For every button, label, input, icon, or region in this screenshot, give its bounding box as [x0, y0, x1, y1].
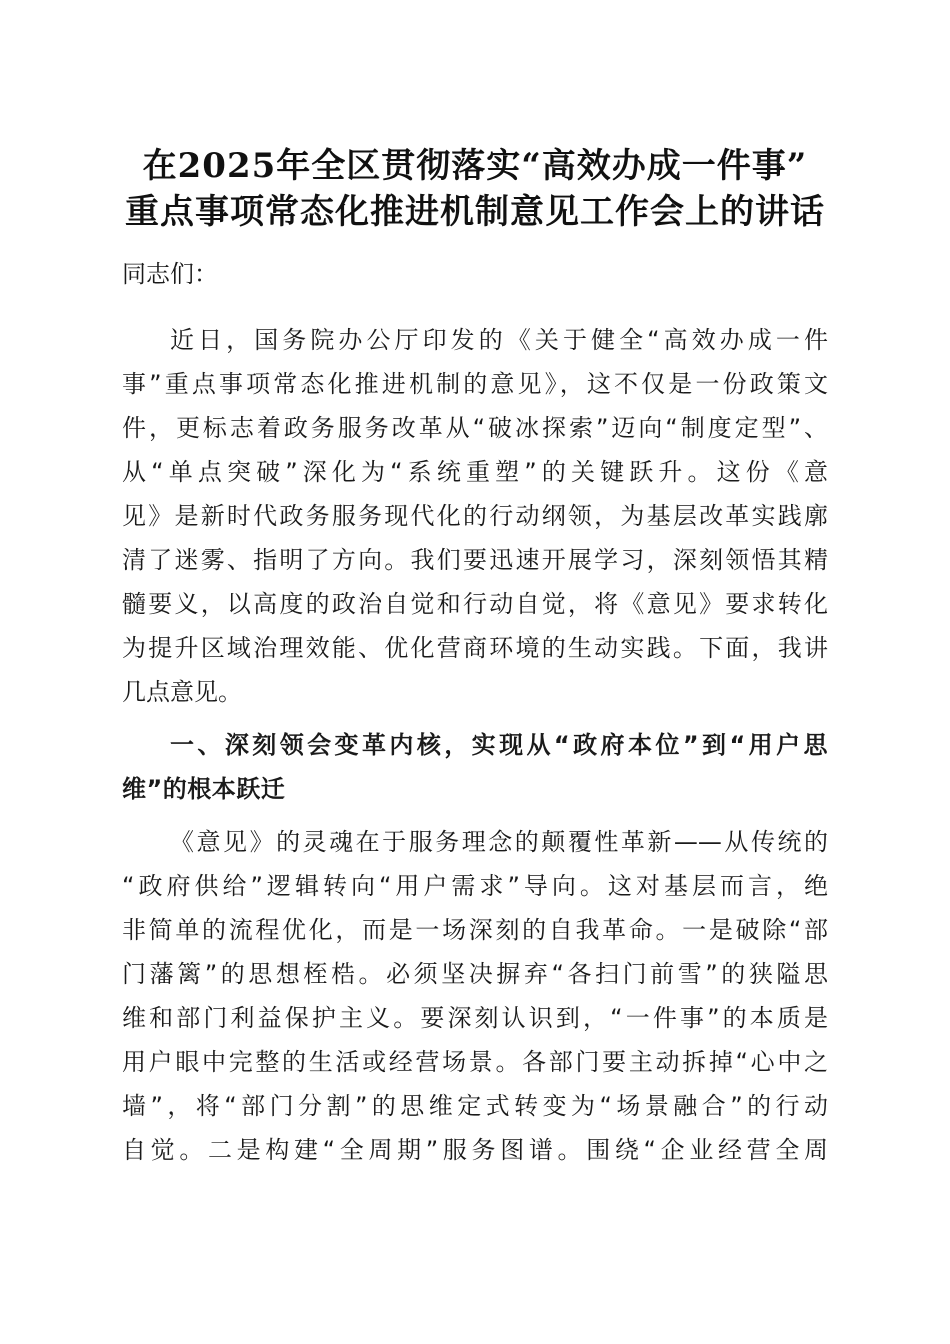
paragraph-line: 事”重点事项常态化推进机制的意见》，这不仅是一份政策文 [122, 370, 828, 398]
paragraph-line: 为提升区域治理效能、优化营商环境的生动实践。下面，我讲 [122, 634, 828, 662]
paragraph-line: 几点意见。 [122, 678, 242, 706]
paragraph-line: 从“单点突破”深化为“系统重塑”的关键跃升。这份《意 [122, 458, 828, 486]
paragraph-line: 见》是新时代政务服务现代化的行动纲领，为基层改革实践廓 [122, 502, 828, 530]
paragraph-line: 近日，国务院办公厅印发的《关于健全“高效办成一件 [170, 326, 828, 354]
paragraph-line: 自觉。二是构建“全周期”服务图谱。围绕“企业经营全周 [122, 1136, 828, 1164]
document-title-line-1: 在2025年全区贯彻落实“高效办成一件事” [142, 146, 808, 186]
paragraph-line: 髓要义，以高度的政治自觉和行动自觉，将《意见》要求转化 [122, 590, 828, 618]
section-heading-line: 维”的根本跃迁 [122, 775, 286, 803]
salutation: 同志们： [122, 260, 218, 288]
paragraph-line: 门藩篱”的思想桎梏。必须坚决摒弃“各扫门前雪”的狭隘思 [122, 960, 828, 988]
paragraph-line: 用户眼中完整的生活或经营场景。各部门要主动拆掉“心中之 [122, 1048, 828, 1076]
paragraph-line: 墙”，将“部门分割”的思维定式转变为“场景融合”的行动 [122, 1092, 828, 1120]
paragraph-line: 维和部门利益保护主义。要深刻认识到，“一件事”的本质是 [122, 1004, 828, 1032]
paragraph-line: 件，更标志着政务服务改革从“破冰探索”迈向“制度定型”、 [122, 414, 828, 442]
paragraph-line: 清了迷雾、指明了方向。我们要迅速开展学习，深刻领悟其精 [122, 546, 828, 574]
section-heading-line: 一、深刻领会变革内核，实现从“政府本位”到“用户思 [170, 731, 828, 759]
paragraph-line: 《意见》的灵魂在于服务理念的颠覆性革新——从传统的 [170, 828, 828, 856]
paragraph-line: “政府供给”逻辑转向“用户需求”导向。这对基层而言，绝 [122, 872, 828, 900]
paragraph-line: 非简单的流程优化，而是一场深刻的自我革命。一是破除“部 [122, 916, 828, 944]
document-title-line-2: 重点事项常态化推进机制意见工作会上的讲话 [125, 192, 825, 232]
